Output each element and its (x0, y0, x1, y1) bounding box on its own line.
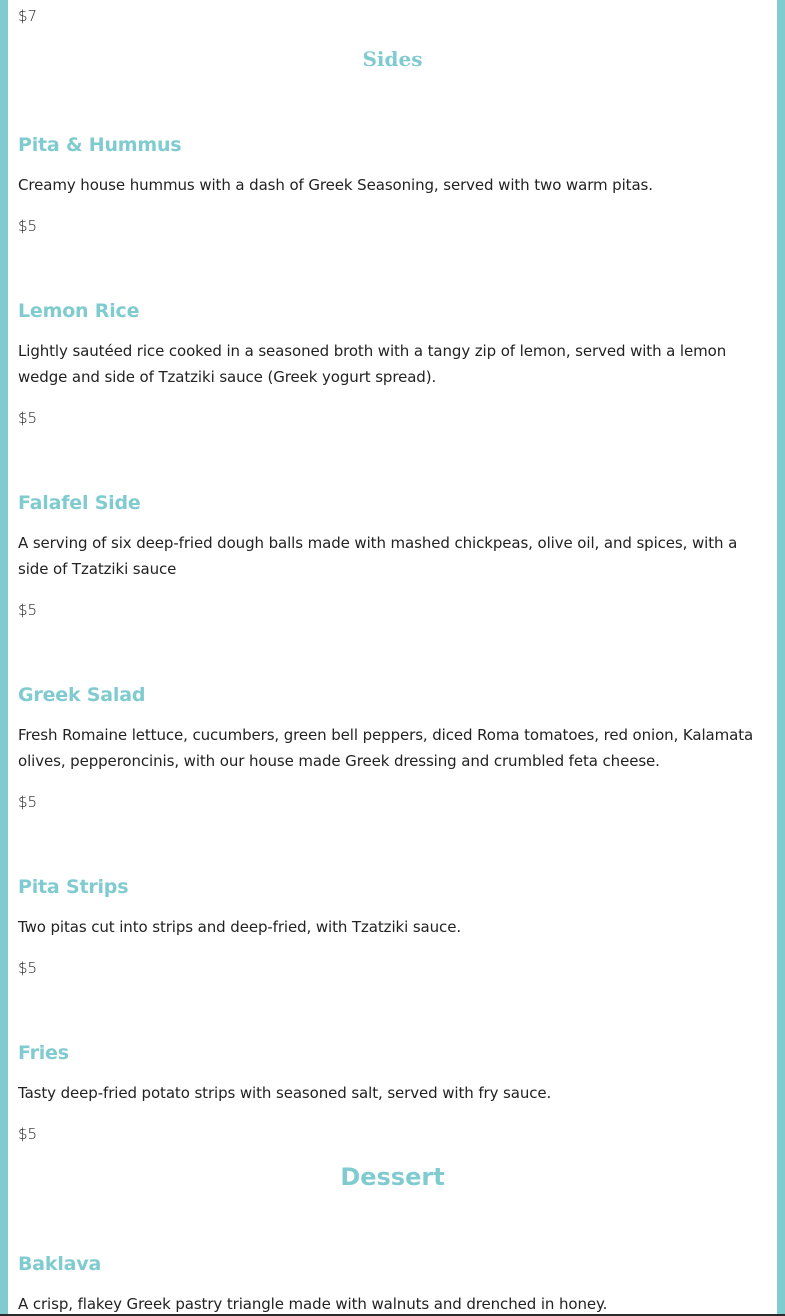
item-price: $5 (18, 959, 38, 977)
item-name: Baklava (18, 1253, 102, 1275)
item-name: Pita & Hummus (18, 134, 182, 156)
item-name: Falafel Side (18, 492, 141, 514)
section-heading-sides: Sides (362, 47, 423, 71)
item-name: Pita Strips (18, 876, 129, 898)
section-heading-dessert: Dessert (340, 1163, 445, 1191)
item-name: Fries (18, 1042, 69, 1064)
item-price: $5 (18, 601, 38, 619)
item-price: $5 (18, 1125, 38, 1143)
item-name: Greek Salad (18, 684, 146, 706)
right-border (777, 0, 785, 1316)
item-name: Lemon Rice (18, 300, 140, 322)
item-price: $5 (18, 217, 38, 235)
left-border (0, 0, 8, 1316)
previous-item-price: $7 (18, 7, 38, 25)
item-price: $5 (18, 793, 38, 811)
item-description: Lightly sautéed rice cooked in a seasoned broth with a tangy zip of lemon, served with a lemon wedge and side of Tzatziki sauce (Greek yogurt spread). (18, 342, 727, 386)
item-description: A crisp, flakey Greek pastry triangle made with walnuts and drenched in honey. (18, 1295, 608, 1313)
item-price: $5 (18, 409, 38, 427)
item-description: Fresh Romaine lettuce, cucumbers, green bell peppers, diced Roma tomatoes, red onion, Kalamata olives, pepperoncinis, with our house made Greek dressing and crumbled feta cheese. (18, 726, 754, 770)
item-description: Tasty deep-fried potato strips with seasoned salt, served with fry sauce. (18, 1084, 552, 1102)
item-description: A serving of six deep-fried dough balls made with mashed chickpeas, olive oil, and spices, with a side of Tzatziki sauce (18, 534, 738, 578)
item-description: Two pitas cut into strips and deep-fried, with Tzatziki sauce. (18, 918, 462, 936)
item-description: Creamy house hummus with a dash of Greek Seasoning, served with two warm pitas. (18, 176, 653, 194)
